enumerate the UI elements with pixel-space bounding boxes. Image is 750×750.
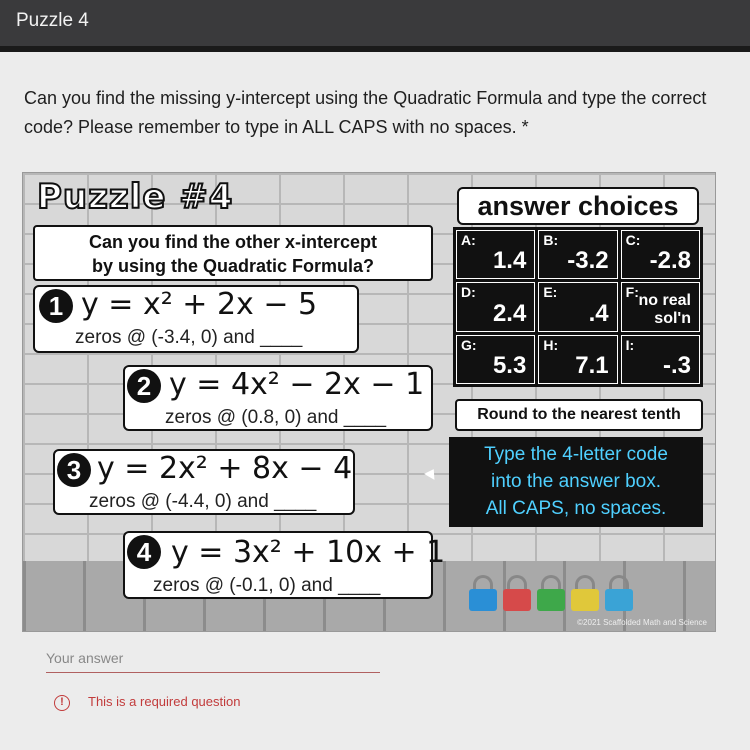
answer-input-underline — [46, 672, 380, 673]
subtitle-line-2: by using the Quadratic Formula? — [91, 256, 375, 276]
subtitle-line-1: Can you find the other x-intercept — [88, 232, 378, 252]
choice-value: -.3 — [662, 351, 691, 379]
equation-3: y = 2x² + 8x − 4 — [97, 451, 353, 486]
required-warning-text: This is a required question — [88, 694, 241, 709]
answer-choices-grid — [453, 227, 703, 387]
choice-letter: I: — [625, 336, 635, 353]
answer-input[interactable]: Your answer — [46, 650, 124, 666]
choice-c — [621, 230, 700, 279]
choice-a — [456, 230, 535, 279]
choice-letter: A: — [461, 232, 476, 248]
question-text: Can you find the missing y-intercept using the Quadratic Formula and type the correct code? Please remember to type in ALL CAPS with no spaces. * — [24, 88, 707, 137]
choice-d — [456, 282, 535, 331]
choice-h — [538, 335, 617, 384]
equation-4-box — [123, 531, 446, 599]
equation-2: y = 4x² − 2x − 1 — [169, 367, 425, 402]
equation-1-number: 1 — [39, 289, 73, 323]
equation-1-zeros: zeros @ (-3.4, 0) and ____ — [75, 327, 303, 348]
form-section-title: Puzzle 4 — [16, 10, 89, 31]
choice-letter: E: — [543, 284, 558, 301]
puzzle-image — [22, 172, 716, 632]
padlock-icon — [469, 575, 497, 609]
choice-letter: D: — [461, 284, 476, 301]
choice-letter: B: — [543, 232, 559, 248]
equation-2-zeros: zeros @ (0.8, 0) and ____ — [165, 407, 387, 428]
choice-value: -2.8 — [649, 247, 691, 275]
instructions-box — [449, 437, 703, 527]
choice-e — [538, 282, 617, 331]
equation-4-number: 4 — [127, 535, 161, 569]
choice-i — [621, 335, 700, 384]
choice-value: no real sol'n — [638, 291, 691, 327]
equation-1-box — [33, 285, 359, 353]
instructions-line-1: Type the 4-letter code — [484, 444, 668, 465]
equation-3-number: 3 — [57, 453, 91, 487]
choice-value: 2.4 — [492, 299, 527, 327]
padlock-icon — [571, 575, 599, 609]
padlock-icon — [503, 575, 531, 609]
answer-choices-title: answer choices — [457, 187, 699, 225]
choice-letter: H: — [543, 336, 559, 353]
choice-value: -3.2 — [567, 247, 609, 275]
equation-4: y = 3x² + 10x + 1 — [171, 535, 446, 570]
equation-2-number: 2 — [127, 369, 161, 403]
choice-value: 1.4 — [492, 247, 527, 275]
choice-letter: C: — [625, 232, 641, 248]
equation-2-box — [123, 365, 433, 431]
puzzle-title: Puzzle #4 — [37, 177, 234, 217]
error-icon: ! — [54, 695, 70, 711]
choice-letter: F: — [625, 284, 639, 301]
required-warning — [54, 694, 240, 711]
choice-value: .4 — [588, 299, 609, 327]
instructions-line-3: All CAPS, no spaces. — [485, 498, 667, 519]
equation-3-zeros: zeros @ (-4.4, 0) and ____ — [89, 491, 317, 512]
padlock-icon — [605, 575, 633, 609]
equation-1: y = x² + 2x − 5 — [81, 287, 318, 322]
instructions-line-2: into the answer box. — [490, 471, 662, 492]
round-note: Round to the nearest tenth — [455, 399, 703, 431]
puzzle-subtitle — [33, 225, 433, 281]
choice-value: 5.3 — [492, 351, 527, 379]
choice-value: 7.1 — [575, 351, 609, 379]
top-bar — [0, 0, 750, 46]
copyright-text: ©2021 Scaffolded Math and Science — [577, 618, 707, 627]
choice-g — [456, 335, 535, 384]
choice-f — [621, 282, 700, 331]
equation-3-box — [53, 449, 355, 515]
choice-b — [538, 230, 617, 279]
question-card — [0, 52, 750, 750]
padlock-icon — [537, 575, 565, 609]
equation-4-zeros: zeros @ (-0.1, 0) and ____ — [153, 575, 381, 596]
choice-letter: G: — [461, 336, 477, 353]
